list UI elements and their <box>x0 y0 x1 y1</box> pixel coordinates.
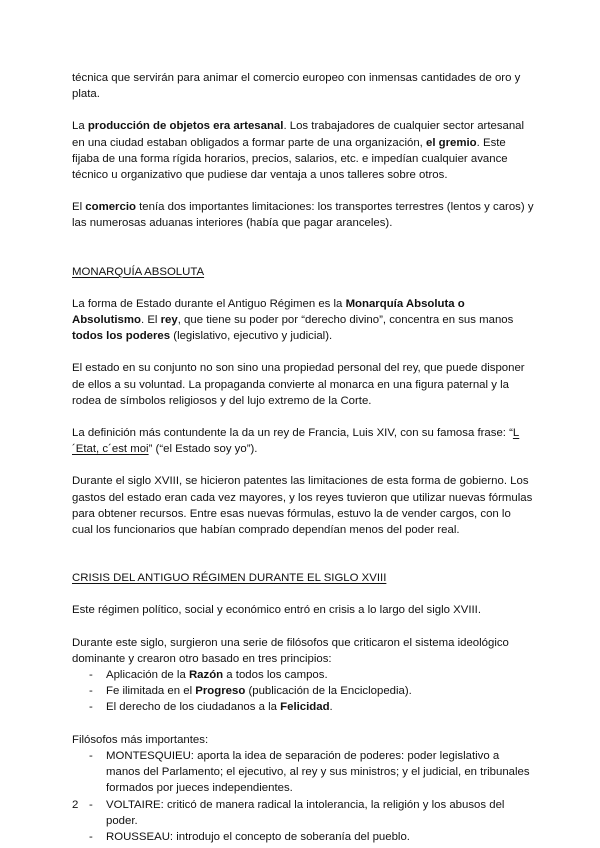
philosophers-title: Filósofos más importantes: <box>72 733 209 746</box>
paragraph-crisis-intro: Este régimen político, social y económico entró en crisis a lo largo del siglo XVIII. <box>72 604 481 617</box>
paragraph-economy-intro: técnica que servirán para animar el comercio europeo con inmensas cantidades de oro y plata. <box>72 72 521 101</box>
list-item: - VOLTAIRE: criticó de manera radical la intolerancia, la religión y los abusos del poder. <box>72 797 534 829</box>
paragraph-artisan-production: La producción de objetos era artesanal. Los trabajadores de cualquier sector artesanal en una ciudad estaban obligados a formar parte de una organización, el gremio. Este fijaba de una forma rígida horarios, precios, salarios, etc. e impedían cualquier avance técnico u organizativo que pudiese dar ventaja a unos talleres sobre otros. <box>72 120 525 182</box>
page-number: 2 <box>72 799 79 811</box>
document-body <box>72 70 534 845</box>
paragraph-absolute-monarchy: La forma de Estado durante el Antiguo Régimen es la Monarquía Absoluta o Absolutismo. El rey, que tiene su poder por “derecho divino”, concentra en sus manos todos los poderes (legislativo, ejecutivo y judicial). <box>72 297 514 343</box>
list-item: - ROUSSEAU: introdujo el concepto de soberanía del pueblo. <box>72 829 534 845</box>
paragraph-state-property: El estado en su conjunto no son sino una propiedad personal del rey, que puede disponer de ellos a su voluntad. La propaganda convierte al monarca en una figura paternal y la rodea de símbolos religiosos y del lujo extremo de la Corte. <box>72 362 525 407</box>
principles-list <box>72 667 534 716</box>
list-item: - MONTESQUIEU: aporta la idea de separación de poderes: poder legislativo a manos del Parlamento; el ejecutivo, al rey y sus ministros; y el judicial, en tribunales formados por jueces independientes. <box>72 748 534 797</box>
paragraph-louis-xiv: La definición más contundente la da un rey de Francia, Luis XIV, con su famosa frase: “L´Etat, c´est moi” (“el Estado soy yo”). <box>72 427 520 456</box>
paragraph-philosophers-intro: Durante este siglo, surgieron una serie de filósofos que criticaron el sistema ideológico dominante y crearon otro basado en tres principios: <box>72 636 509 665</box>
famous-quote: L´Etat, c´est moi <box>72 427 520 456</box>
philosophers-list <box>72 748 534 845</box>
list-item: - El derecho de los ciudadanos a la Felicidad. <box>72 699 534 715</box>
paragraph-limitations: Durante el siglo XVIII, se hicieron patentes las limitaciones de esta forma de gobierno. Los gastos del estado eran cada vez mayores, y los reyes tuvieron que utilizar nuevas fórmulas para obtener recursos. Entre esas nuevas fórmulas, estuvo la de vender cargos, con lo cual los funcionarios que habían comprado dependían menos del poder real. <box>72 475 533 537</box>
list-item: - Aplicación de la Razón a todos los campos. <box>72 667 534 683</box>
list-item: - Fe ilimitada en el Progreso (publicación de la Enciclopedia). <box>72 683 534 699</box>
section-heading-monarchy: MONARQUÍA ABSOLUTA <box>72 265 205 278</box>
section-heading-crisis: CRISIS DEL ANTIGUO RÉGIMEN DURANTE EL SIGLO XVIII <box>72 572 387 585</box>
paragraph-commerce: El comercio tenía dos importantes limitaciones: los transportes terrestres (lentos y caros) y las numerosas aduanas interiores (había que pagar aranceles). <box>72 201 534 230</box>
